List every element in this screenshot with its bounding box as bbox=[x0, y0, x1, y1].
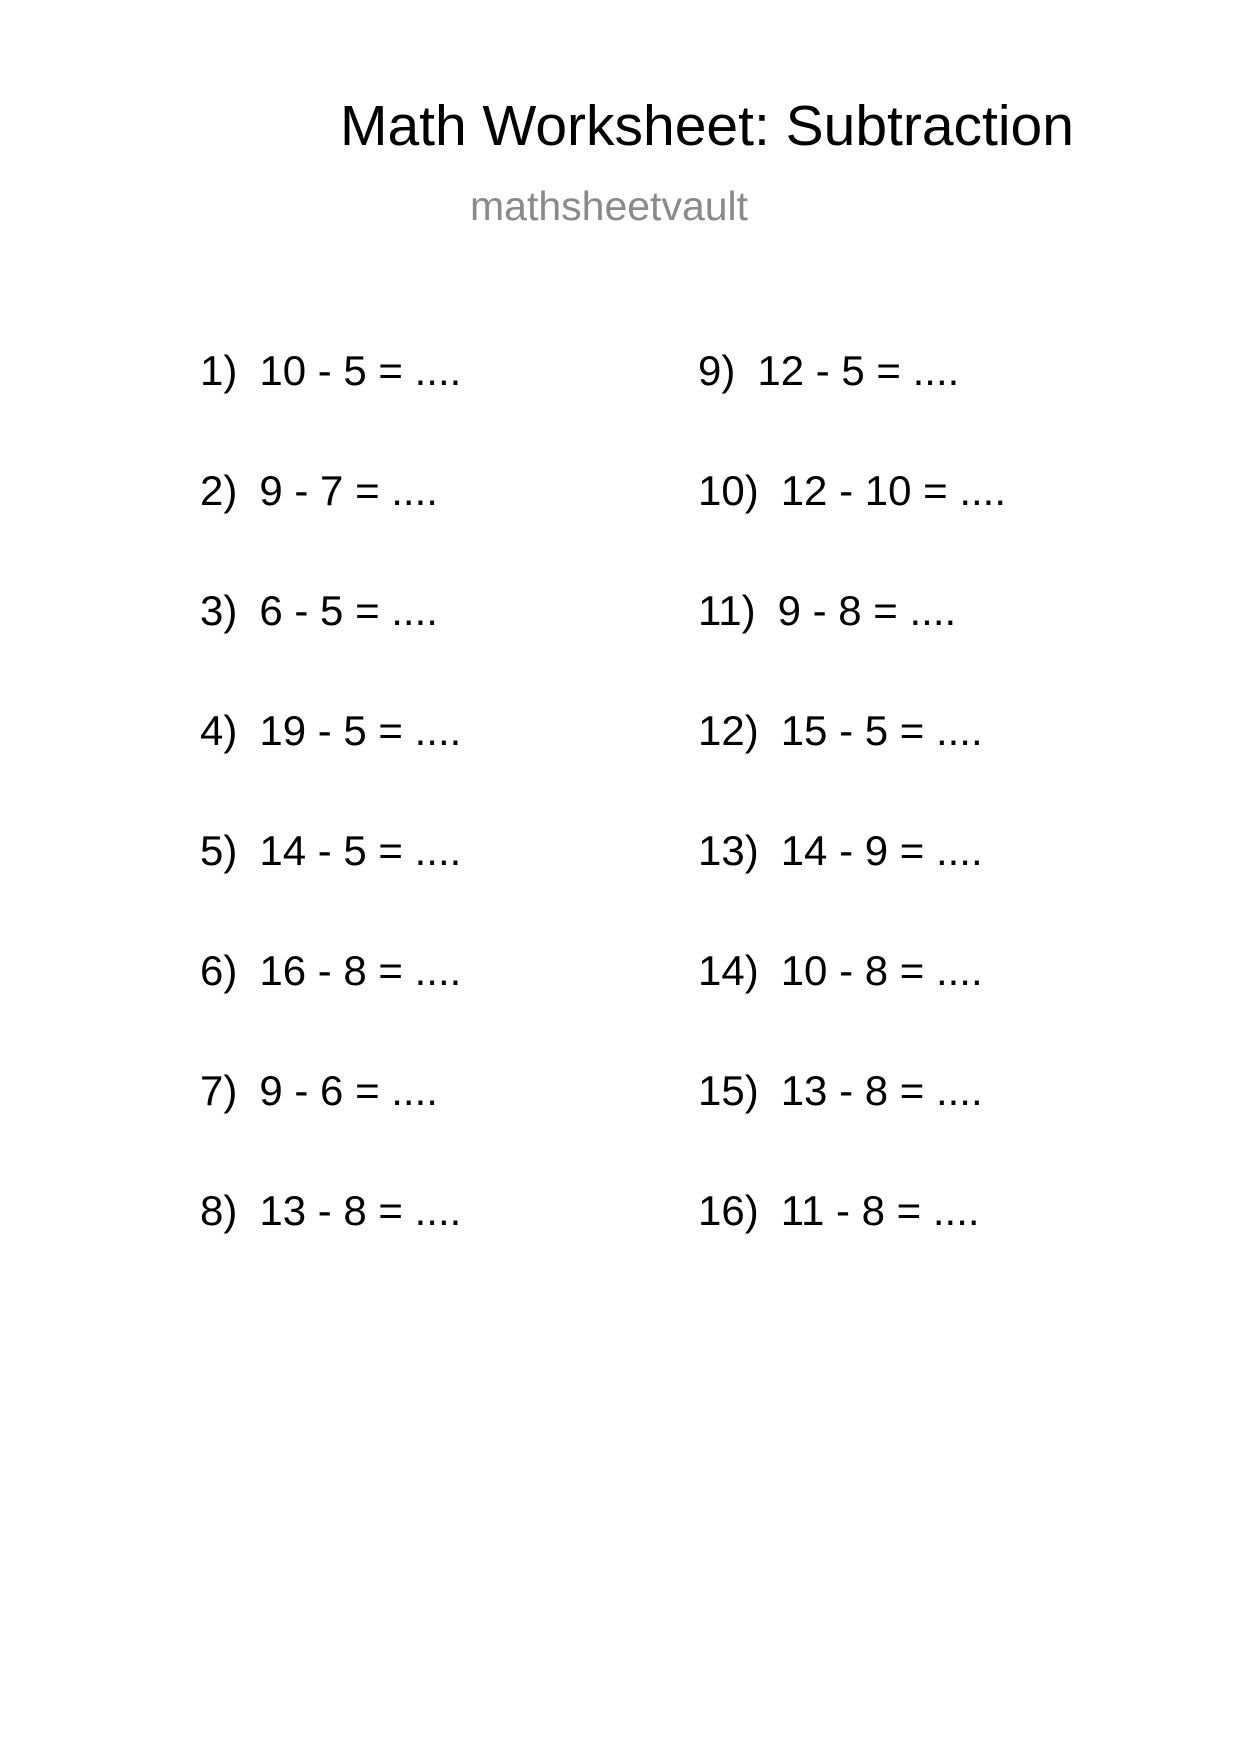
problem-column-right bbox=[698, 347, 1007, 1310]
problem-number: 2) bbox=[200, 467, 238, 514]
problem-number: 8) bbox=[200, 1187, 238, 1234]
problem-expression: 9 - 6 = .... bbox=[259, 1067, 438, 1114]
problem-number: 6) bbox=[200, 947, 238, 994]
problem-item bbox=[200, 1187, 462, 1310]
problem-number: 12) bbox=[698, 707, 759, 754]
problem-expression: 14 - 9 = .... bbox=[780, 827, 983, 874]
problem-number: 13) bbox=[698, 827, 759, 874]
problem-number: 9) bbox=[698, 347, 736, 394]
problem-expression: 11 - 8 = .... bbox=[780, 1187, 980, 1234]
problem-number: 1) bbox=[200, 347, 238, 394]
problem-number: 16) bbox=[698, 1187, 759, 1234]
problem-expression: 10 - 5 = .... bbox=[259, 347, 462, 394]
problem-number: 7) bbox=[200, 1067, 238, 1114]
problem-item bbox=[698, 587, 1006, 710]
problem-column-left bbox=[200, 347, 462, 1310]
problem-expression: 9 - 7 = .... bbox=[259, 467, 438, 514]
problem-expression: 13 - 8 = .... bbox=[259, 1187, 462, 1234]
problem-number: 5) bbox=[200, 827, 238, 874]
problem-item bbox=[698, 1187, 1006, 1310]
worksheet-title: Math Worksheet: Subtraction bbox=[340, 94, 1074, 158]
problem-expression: 14 - 5 = .... bbox=[259, 827, 462, 874]
problem-item bbox=[698, 947, 1006, 1070]
problem-expression: 13 - 8 = .... bbox=[780, 1067, 983, 1114]
problem-expression: 19 - 5 = .... bbox=[259, 707, 462, 754]
problem-number: 15) bbox=[698, 1067, 759, 1114]
problem-item bbox=[698, 347, 1006, 470]
problem-item bbox=[200, 707, 462, 830]
problem-expression: 12 - 10 = .... bbox=[780, 467, 1007, 514]
problem-item bbox=[200, 1067, 461, 1190]
problem-number: 3) bbox=[200, 587, 238, 634]
problem-item bbox=[698, 707, 1006, 830]
problem-expression: 10 - 8 = .... bbox=[780, 947, 983, 994]
problem-item bbox=[200, 347, 462, 470]
problem-item bbox=[200, 947, 462, 1070]
problem-number: 11) bbox=[698, 587, 756, 634]
problem-item bbox=[200, 827, 462, 950]
problem-number: 14) bbox=[698, 947, 759, 994]
problem-expression: 6 - 5 = .... bbox=[259, 587, 438, 634]
problem-number: 4) bbox=[200, 707, 238, 754]
problem-expression: 16 - 8 = .... bbox=[259, 947, 462, 994]
problem-number: 10) bbox=[698, 467, 759, 514]
problem-item bbox=[698, 827, 1006, 950]
problem-expression: 9 - 8 = .... bbox=[777, 587, 957, 634]
problem-item bbox=[200, 587, 461, 710]
worksheet-subtitle: mathsheetvault bbox=[470, 183, 749, 229]
problem-item bbox=[200, 467, 461, 590]
problem-item bbox=[698, 467, 1007, 590]
problem-item bbox=[698, 1067, 1006, 1190]
problem-expression: 15 - 5 = .... bbox=[780, 707, 983, 754]
problem-expression: 12 - 5 = .... bbox=[757, 347, 960, 394]
